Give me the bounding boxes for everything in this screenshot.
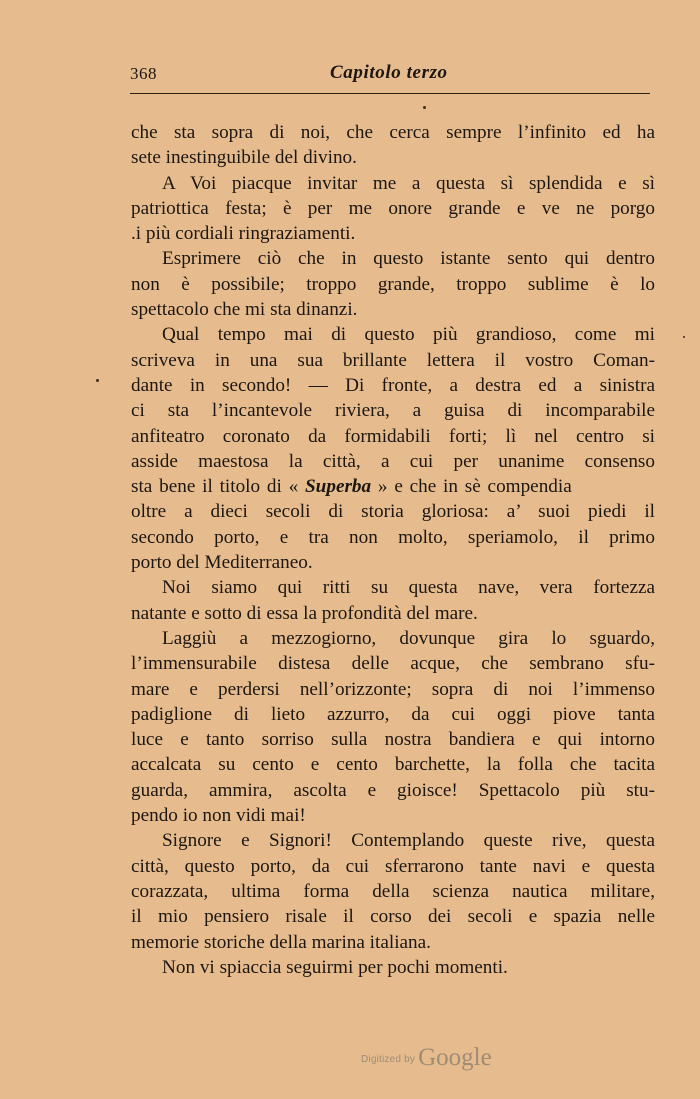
text-line: oltre a dieci secoli di storia gloriosa: a’ suoi piedi il [131, 501, 655, 523]
text-line: ci sta l’incantevole riviera, a guisa di incomparabile [131, 400, 655, 422]
text-line: Laggiù a mezzogiorno, dovunque gira lo sguardo, [162, 627, 655, 649]
text-line: memorie storiche della marina italiana. [131, 931, 431, 953]
text-line: l’immensurabile distesa delle acque, che sembrano sfu- [131, 653, 655, 675]
watermark-prefix: Digitized by [361, 1054, 416, 1065]
text-line: porto del Mediterraneo. [131, 552, 313, 574]
text-line: città, questo porto, da cui sferrarono tante navi e questa [131, 855, 655, 877]
emphasized-word: Superba [305, 476, 372, 498]
text-line: che sta sopra di noi, che cerca sempre l’infinito ed ha [131, 122, 655, 143]
ink-speck [96, 379, 99, 382]
text-line: spettacolo che mi sta dinanzi. [131, 299, 358, 321]
text-line: non è possibile; troppo grande, troppo sublime è lo [131, 273, 655, 295]
text-line: patriottica festa; è per me onore grande e ve ne porgo [131, 197, 655, 219]
text-line: mare e perdersi nell’orizzonte; sopra di noi l’immenso [131, 678, 655, 700]
text-line: Qual tempo mai di questo più grandioso, come mi [162, 324, 655, 346]
text-line: Signore e Signori! Contemplando queste rive, questa [162, 830, 655, 852]
ink-speck [423, 106, 426, 109]
text-line: secondo porto, e tra non molto, speriamolo, il primo [131, 526, 655, 548]
text-line: dante in secondo! — Di fronte, a destra ed a sinistra [131, 374, 655, 396]
text-line: padiglione di lieto azzurro, da cui oggi piove tanta [131, 703, 655, 725]
text-line: Esprimere ciò che in questo istante sento qui dentro [162, 248, 655, 270]
text-line: guarda, ammira, ascolta e gioisce! Spettacolo più stu- [131, 779, 655, 801]
digitized-watermark [361, 1044, 492, 1072]
page-header [130, 64, 650, 90]
text-line: luce e tanto sorriso sulla nostra bandiera e qui intorno [131, 729, 655, 751]
text-line: asside maestosa la città, a cui per unanime consenso [131, 450, 655, 472]
text-line: Noi siamo qui ritti su questa nave, vera fortezza [162, 577, 655, 599]
text-line: sete inestinguibile del divino. [131, 147, 357, 169]
body-text [131, 120, 655, 980]
text-line: Non vi spiaccia seguirmi per pochi momenti. [162, 956, 508, 978]
google-logo: Google [418, 1044, 492, 1071]
text-line-with-emphasis [131, 474, 655, 499]
text-line: .i più cordiali ringraziamenti. [131, 223, 356, 245]
text-fragment: » e che in sè compendia [377, 476, 572, 498]
ink-speck [683, 336, 685, 338]
text-line: scriveva in una sua brillante lettera il vostro Coman- [131, 349, 655, 371]
running-title: Capitolo terzo [330, 62, 448, 83]
text-line: natante e sotto di essa la profondità del mare. [131, 602, 478, 624]
page-number: 368 [130, 64, 157, 83]
text-fragment: sta bene il titolo di « [131, 476, 299, 498]
text-line: corazzata, ultima forma della scienza nautica militare, [131, 880, 655, 902]
header-rule [130, 93, 650, 94]
text-line: accalcata su cento e cento barchette, la folla che tacita [131, 754, 655, 776]
text-line: A Voi piacque invitar me a questa sì splendida e sì [162, 172, 655, 194]
text-line: il mio pensiero risale il corso dei secoli e spazia nelle [131, 906, 655, 928]
text-line: anfiteatro coronato da formidabili forti; lì nel centro si [131, 425, 655, 447]
text-line: pendo io non vidi mai! [131, 805, 306, 827]
